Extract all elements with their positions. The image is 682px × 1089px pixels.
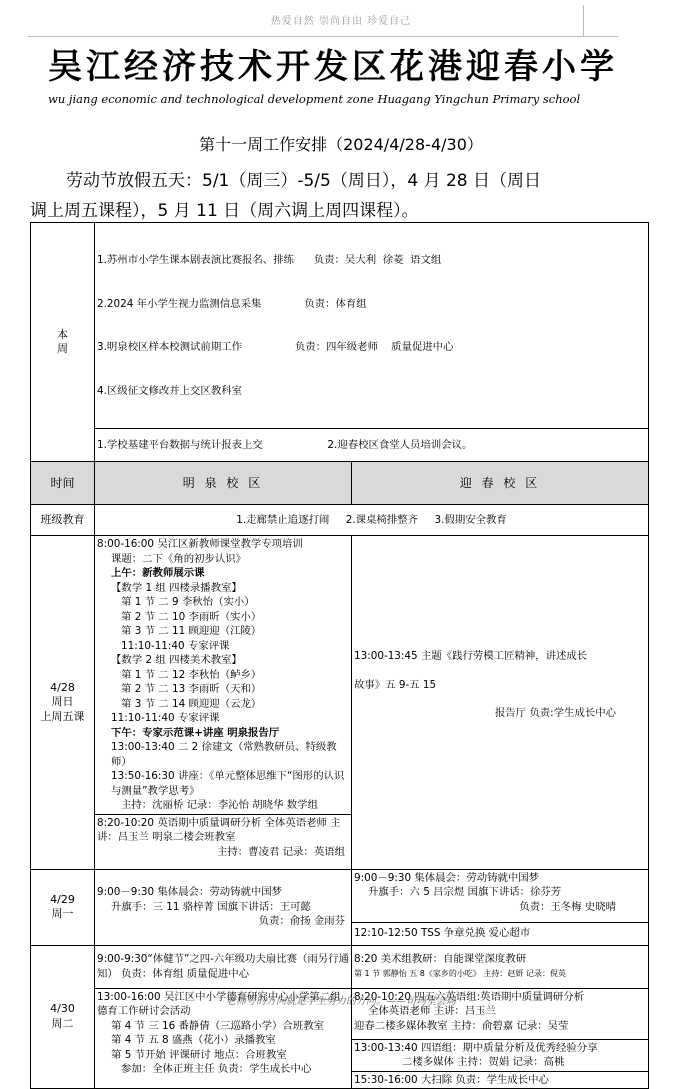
this-week-item: 2.2024 年小学生视力监测信息采集 负责：体育组 xyxy=(97,297,367,310)
page-title: 第十一周工作安排（2024/4/28-4/30） xyxy=(199,135,483,154)
table-header-row xyxy=(31,462,649,505)
schedule-line: 13:50-16:30 讲座：《单元整体思维下“图形的认识与测量”教学思考》 xyxy=(111,770,345,797)
schedule-line: 13:00-13:40 二 2 徐建文（常熟教研员、特级教师） xyxy=(111,741,337,768)
header-divider xyxy=(28,36,618,37)
schedule-line: 第 4 节 三 16 番静倩（三巡路小学）合班教室 xyxy=(111,1019,324,1032)
school-name-chinese: 吴江经济技术开发区花港迎春小学 xyxy=(48,47,618,87)
day-429-weekday: 周一 xyxy=(51,907,74,920)
day-429-row xyxy=(31,869,649,922)
this-week-extra-2: 2.迎春校区食堂人员培训会议。 xyxy=(327,438,473,451)
schedule-line: 【数学 1 组 四楼录播教室】 xyxy=(111,581,242,594)
day-428-row xyxy=(31,536,649,815)
schedule-line: 第 3 节 二 11 顾迎迎（江陵） xyxy=(121,625,262,637)
schedule-line: 参加：全体正班主任 负责：学生成长中心 xyxy=(121,1063,312,1075)
school-motto: 热爱自然 崇尚自由 珍爱自己 xyxy=(270,16,412,27)
schedule-line: 8:20-10:20 四五六英语组:英语期中质量调研分析 xyxy=(354,990,585,1003)
schedule-line: 8:20-10:20 英语期中质量调研分析 全体英语老师 主讲：吕玉兰 明泉二楼会班教室 xyxy=(97,816,341,843)
this-week-item: 1.苏州市小学生课本剧表演比赛报名、排练 负责：吴大利 徐菱 语文组 xyxy=(97,254,442,266)
schedule-line: 8:20 美术组教研：自能课堂深度教研 xyxy=(354,953,527,965)
schedule-line: 9:00－9:30 集体晨会：劳动铸就中国梦 xyxy=(354,871,540,884)
schedule-line: 主持：曹凌君 记录：英语组 xyxy=(217,845,345,858)
schedule-line: 13:00-16:00 吴江区中小学德育研究中心小学第二组德育工作研讨会活动 xyxy=(97,990,341,1017)
schedule-line: 上午：新教师展示课 xyxy=(111,567,205,579)
schedule-line: 主持：沈丽桥 记录：李沁怡 胡晓华 数学组 xyxy=(121,799,318,811)
day-429-campus-a xyxy=(95,869,352,945)
this-week-label-top: 本 xyxy=(57,327,68,341)
schedule-line: 第 1 节 郭静怡 五 8《家乡的小吃》 主持：赵妍 记录：倪英 xyxy=(354,968,566,978)
this-week-items xyxy=(95,223,649,429)
this-week-extra xyxy=(95,429,649,462)
holiday-notice xyxy=(30,166,650,226)
day-430-campus-b-art xyxy=(352,945,649,988)
day-428-campus-a-english xyxy=(95,814,352,869)
header-campus-yingchun: 迎 春 校 区 xyxy=(352,462,649,505)
class-education-row xyxy=(31,505,649,536)
day-429-label xyxy=(31,869,95,945)
this-week-label xyxy=(31,223,95,462)
day-428-campus-a-training xyxy=(95,536,352,815)
schedule-line: 第 5 节开始 评课研讨 地点：合班教室 xyxy=(111,1048,287,1061)
header-divider-tick xyxy=(583,5,584,36)
day-430-chinese-group xyxy=(352,1040,648,1072)
class-education-text: 1.走廊禁止追逐打闹 2.课桌椅排整齐 3.假期安全教育 xyxy=(95,505,649,536)
day-430-weekday: 周二 xyxy=(51,1016,74,1030)
day-430-date: 4/30 xyxy=(50,1002,75,1016)
schedule-line: 全体英语老师 主讲：吕玉兰 xyxy=(368,1005,496,1017)
class-education-label: 班级教育 xyxy=(31,505,95,536)
this-week-extra-row xyxy=(31,429,649,462)
schedule-line: 9:00－9:30 集体晨会：劳动铸就中国梦 xyxy=(97,886,283,899)
day-430-cleanup: 15:30-16:00 大扫除 负责：学生成长中心 xyxy=(354,1073,549,1086)
schedule-line: 升旗手：六 5 吕宗煜 国旗下讲话：徐芬芳 xyxy=(368,886,562,898)
day-430-campus-a-fan-contest: 9:00-9:30“体健节”之四-六年级功夫扇比赛（雨另行通知） 负责：体育组 质量促进中心 xyxy=(95,945,352,988)
holiday-line-2: 调上周五课程），5 月 11 日（周六调上周四课程）。 xyxy=(30,201,419,221)
schedule-line: 迎春二楼多媒体教室 主持：俞碧嘉 记录：吴莹 xyxy=(354,1019,569,1032)
this-week-label-bottom: 周 xyxy=(57,342,68,355)
schedule-line: 11:10-11:40 专家评课 xyxy=(111,712,220,724)
schedule-line: 故事》五 9-五 15 xyxy=(354,678,437,691)
schedule-line: 第 2 节 二 13 李雨昕（天和） xyxy=(121,683,262,695)
schedule-line: 11:10-11:40 专家评课 xyxy=(121,639,230,652)
schedule-line: 13:00-13:45 主题《践行劳模工匠精神，讲述成长 xyxy=(354,650,588,662)
schedule-line: 第 3 节 二 14 顾迎迎（云龙） xyxy=(121,697,262,710)
schedule-line: 第 1 节 二 9 李秋怡（实小） xyxy=(121,596,255,608)
day-428-date: 4/28 xyxy=(50,680,75,694)
day-430-row xyxy=(31,945,649,988)
schedule-line: 第 4 节 五 8 盛燕（花小）录播教室 xyxy=(111,1034,276,1046)
schedule-line: 第 1 节 二 12 李秋怡（鲈乡） xyxy=(121,668,262,681)
schedule-line: 报告厅 负责:学生成长中心 xyxy=(494,707,617,719)
day-428-note: 上周五课 xyxy=(40,709,85,723)
day-428-campus-b xyxy=(352,536,649,870)
day-429-date: 4/29 xyxy=(50,892,75,906)
schedule-line: 二楼多媒体 主持：贺娟 记录：高桃 xyxy=(402,1056,565,1068)
schedule-line: 8:00-16:00 吴江区新教师课堂教学专项培训 xyxy=(97,538,303,550)
schedule-table xyxy=(30,222,649,1089)
day-430-label xyxy=(31,945,95,1089)
schedule-line: 负责：王冬梅 史晓晴 xyxy=(519,900,617,913)
header-campus-mingquan: 明 泉 校 区 xyxy=(95,462,352,505)
day-429-campus-b-assembly xyxy=(352,869,649,922)
this-week-extra-1: 1.学校基建平台数据与统计报表上交 xyxy=(97,438,263,451)
schedule-line: 下午：专家示范课+讲座 明泉报告厅 xyxy=(111,726,280,739)
schedule-line: 13:00-13:40 四语组：期中质量分析及优秀经验分享 xyxy=(354,1041,598,1054)
footer-quote: 老师夸的方向就是学生努力的方向。——司玛堂会局 xyxy=(226,996,456,1007)
day-429-campus-b-tss: 12:10-12:50 TSS 争章兑换 爱心超市 xyxy=(352,922,649,945)
schedule-line: 负责：俞扬 金雨芬 xyxy=(258,915,345,928)
this-week-row xyxy=(31,223,649,429)
schedule-line: 第 2 节 二 10 李雨昕（实小） xyxy=(121,610,262,623)
schedule-line: 课题：二下《角的初步认识》 xyxy=(111,552,247,565)
this-week-item: 4.区级征文修改并上交区教科室 xyxy=(97,384,242,397)
day-428-weekday: 周日 xyxy=(51,695,74,708)
schedule-line: 升旗手：三 11 骆梓菁 国旗下讲话：王可懿 xyxy=(111,900,311,913)
day-428-label xyxy=(31,536,95,870)
this-week-item: 3.明泉校区样本校测试前期工作 负责：四年级老师 质量促进中心 xyxy=(97,341,454,353)
header-time: 时间 xyxy=(31,462,95,505)
day-430-campus-b-afternoon xyxy=(352,1039,649,1089)
school-name-english: wu jiang economic and technological development zone Huagang Yingchun Primary school xyxy=(48,92,581,106)
schedule-line: 【数学 2 组 四楼美术教室】 xyxy=(111,654,242,666)
holiday-line-1: 劳动节放假五天：5/1（周三）-5/5（周日），4 月 28 日（周日 xyxy=(66,171,542,191)
